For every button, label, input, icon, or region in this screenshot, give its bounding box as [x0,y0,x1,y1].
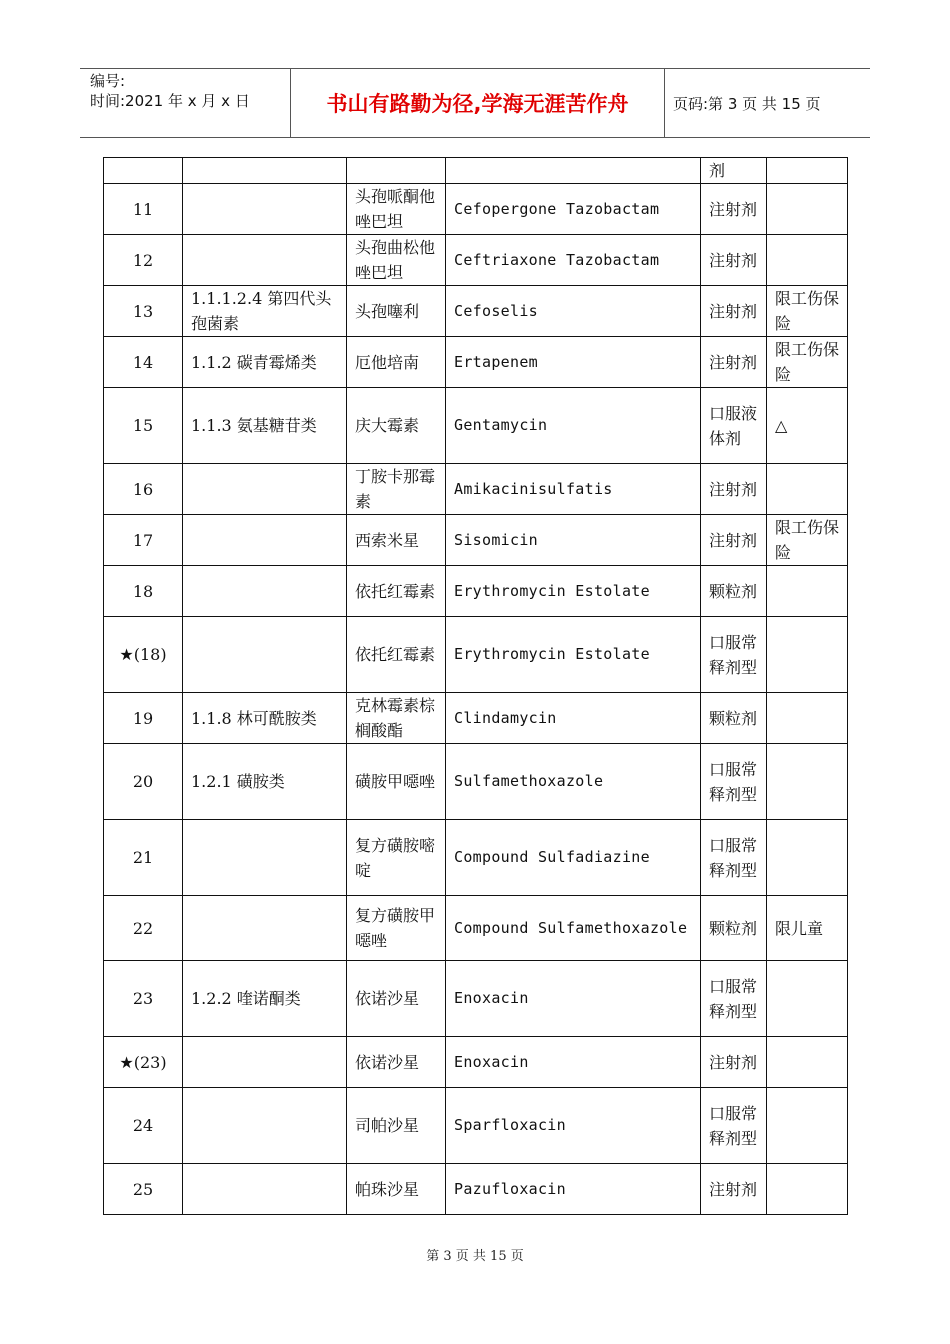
table-row [104,235,848,286]
table-row [104,1164,848,1215]
cell-number: 16 [104,464,183,515]
cell-dosage-form: 口服常释剂型 [701,1088,767,1164]
cell-number: 19 [104,693,183,744]
cell-category [183,158,347,184]
cell-english-name: Compound Sulfamethoxazole [446,896,701,961]
cell-number: 22 [104,896,183,961]
cell-chinese-name: 帕珠沙星 [347,1164,446,1215]
cell-number: 21 [104,820,183,896]
cell-english-name: Pazufloxacin [446,1164,701,1215]
code-label: 编号: [90,72,126,90]
cell-number: ★(23) [104,1037,183,1088]
cell-english-name: Ceftriaxone Tazobactam [446,235,701,286]
cell-english-name: Clindamycin [446,693,701,744]
cell-english-name: Cefoselis [446,286,701,337]
cell-english-name: Enoxacin [446,1037,701,1088]
cell-chinese-name [347,158,446,184]
cell-dosage-form: 口服常释剂型 [701,617,767,693]
cell-note [767,1088,848,1164]
cell-note: 限工伤保险 [767,286,848,337]
cell-english-name: Sulfamethoxazole [446,744,701,820]
time-label: 时间:2021 年 x 月 x 日 [90,92,250,110]
cell-chinese-name: 克林霉素棕榈酸酯 [347,693,446,744]
cell-category: 1.2.2 喹诺酮类 [183,961,347,1037]
cell-chinese-name: 复方磺胺嘧啶 [347,820,446,896]
cell-dosage-form: 注射剂 [701,1037,767,1088]
cell-english-name: Ertapenem [446,337,701,388]
table-row [104,1037,848,1088]
cell-category [183,1164,347,1215]
cell-chinese-name: 头孢哌酮他唑巴坦 [347,184,446,235]
drug-table [103,157,848,1215]
cell-note [767,1037,848,1088]
cell-category [183,617,347,693]
cell-category: 1.1.2 碳青霉烯类 [183,337,347,388]
cell-chinese-name: 头孢曲松他唑巴坦 [347,235,446,286]
cell-english-name: Compound Sulfadiazine [446,820,701,896]
table-row [104,617,848,693]
cell-english-name: Gentamycin [446,388,701,464]
table-row [104,158,848,184]
cell-category [183,515,347,566]
header-page-label: 页码:第 3 页 共 15 页 [673,94,821,113]
cell-note: 限工伤保险 [767,337,848,388]
cell-category [183,820,347,896]
table-row [104,464,848,515]
table-row [104,337,848,388]
cell-category [183,235,347,286]
table-row [104,693,848,744]
cell-number: 11 [104,184,183,235]
table-row [104,961,848,1037]
table-row [104,566,848,617]
cell-dosage-form: 口服常释剂型 [701,820,767,896]
cell-chinese-name: 厄他培南 [347,337,446,388]
cell-note [767,184,848,235]
cell-number [104,158,183,184]
cell-chinese-name: 依诺沙星 [347,961,446,1037]
cell-category [183,1088,347,1164]
cell-dosage-form: 注射剂 [701,464,767,515]
cell-category [183,566,347,617]
cell-note: 限工伤保险 [767,515,848,566]
cell-english-name: Sisomicin [446,515,701,566]
cell-chinese-name: 复方磺胺甲噁唑 [347,896,446,961]
cell-english-name: Erythromycin Estolate [446,566,701,617]
cell-chinese-name: 依托红霉素 [347,617,446,693]
cell-category [183,184,347,235]
cell-category: 1.1.1.2.4 第四代头孢菌素 [183,286,347,337]
table-row [104,744,848,820]
cell-number: 17 [104,515,183,566]
cell-chinese-name: 依诺沙星 [347,1037,446,1088]
cell-category: 1.1.8 林可酰胺类 [183,693,347,744]
cell-number: ★(18) [104,617,183,693]
cell-english-name: Sparfloxacin [446,1088,701,1164]
cell-note [767,566,848,617]
cell-english-name: Amikacinisulfatis [446,464,701,515]
cell-chinese-name: 依托红霉素 [347,566,446,617]
cell-note [767,158,848,184]
cell-number: 24 [104,1088,183,1164]
cell-english-name: Cefopergone Tazobactam [446,184,701,235]
cell-chinese-name: 丁胺卡那霉素 [347,464,446,515]
cell-chinese-name: 司帕沙星 [347,1088,446,1164]
cell-number: 23 [104,961,183,1037]
cell-english-name: Enoxacin [446,961,701,1037]
cell-dosage-form: 颗粒剂 [701,896,767,961]
cell-category [183,1037,347,1088]
cell-note [767,744,848,820]
cell-number: 15 [104,388,183,464]
cell-category [183,464,347,515]
table-row [104,820,848,896]
cell-number: 14 [104,337,183,388]
cell-note: 限儿童 [767,896,848,961]
table-row [104,286,848,337]
table-row [104,184,848,235]
page-header [80,68,870,138]
cell-dosage-form: 注射剂 [701,515,767,566]
cell-english-name: Erythromycin Estolate [446,617,701,693]
header-motto: 书山有路勤为径,学海无涯苦作舟 [291,69,665,137]
drug-table-body [104,158,848,1215]
cell-number: 18 [104,566,183,617]
cell-dosage-form: 口服常释剂型 [701,961,767,1037]
cell-dosage-form: 注射剂 [701,1164,767,1215]
cell-chinese-name: 庆大霉素 [347,388,446,464]
cell-note [767,820,848,896]
cell-dosage-form: 注射剂 [701,286,767,337]
table-row [104,388,848,464]
cell-dosage-form: 剂 [701,158,767,184]
cell-note [767,1164,848,1215]
cell-dosage-form: 注射剂 [701,235,767,286]
cell-note [767,235,848,286]
cell-dosage-form: 颗粒剂 [701,566,767,617]
header-meta [80,69,291,137]
cell-dosage-form: 颗粒剂 [701,693,767,744]
cell-number: 13 [104,286,183,337]
cell-category [183,896,347,961]
cell-note [767,464,848,515]
cell-category: 1.2.1 磺胺类 [183,744,347,820]
cell-note [767,961,848,1037]
cell-dosage-form: 注射剂 [701,337,767,388]
page-footer: 第 3 页 共 15 页 [426,1249,524,1264]
cell-dosage-form: 口服常释剂型 [701,744,767,820]
cell-category: 1.1.3 氨基糖苷类 [183,388,347,464]
cell-number: 20 [104,744,183,820]
cell-chinese-name: 头孢噻利 [347,286,446,337]
cell-chinese-name: 西索米星 [347,515,446,566]
cell-note [767,693,848,744]
cell-note: △ [767,388,848,464]
table-row [104,896,848,961]
cell-dosage-form: 口服液体剂 [701,388,767,464]
cell-note [767,617,848,693]
cell-english-name [446,158,701,184]
cell-number: 25 [104,1164,183,1215]
table-row [104,515,848,566]
cell-chinese-name: 磺胺甲噁唑 [347,744,446,820]
table-row [104,1088,848,1164]
cell-dosage-form: 注射剂 [701,184,767,235]
cell-number: 12 [104,235,183,286]
